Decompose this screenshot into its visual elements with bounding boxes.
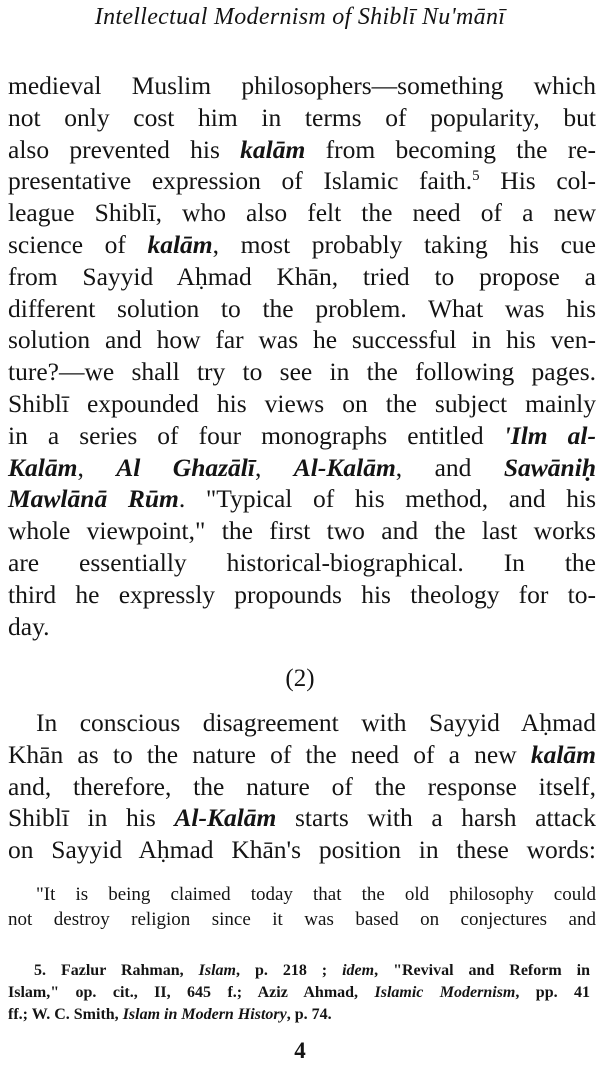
text-line: Shiblī expounded his views on the subject mainly: [8, 388, 596, 418]
text-line: from Sayyid Aḥmad Khān, tried to propose a: [8, 261, 596, 291]
text-line: medieval Muslim philosophers—something which: [8, 71, 596, 100]
text-line: Kalām, Al Ghazālī, Al-Kalām, and Sawāniḥ: [8, 452, 596, 482]
footnote-line: ff.; W. C. Smith, Islam in Modern History, p. 74.: [8, 1006, 332, 1023]
text-line: day.: [8, 611, 50, 641]
text-line: Mawlānā Rūm. "Typical of his method, and his: [8, 484, 596, 514]
section-number: (2): [285, 665, 315, 692]
page-number: 4: [294, 1038, 306, 1063]
footnote-ref: 5: [472, 168, 480, 185]
text-line: In conscious disagreement with Sayyid Aḥmad: [36, 708, 596, 737]
text-line: in a series of four monographs entitled 'Ilm al-: [8, 420, 596, 450]
footnote-line: 5. Fazlur Rahman, Islam, p. 218 ; idem, "Revival and Reform in: [34, 962, 590, 979]
text-line: solution and how far was he successful in his ven-: [8, 325, 596, 355]
paragraph-2: [8, 707, 596, 866]
text-line: Khān as to the nature of the need of a new kalām: [8, 739, 596, 769]
text-line: league Shiblī, who also felt the need of a new: [8, 198, 596, 228]
text-line: also prevented his kalām from becoming the re-: [8, 134, 596, 164]
text-line: whole viewpoint," the first two and the last works: [8, 516, 596, 546]
text-line: third he expressly propounds his theology for to-: [8, 579, 596, 609]
quote-line: "It is being claimed today that the old philosophy could: [36, 884, 596, 905]
paragraph-1: [8, 70, 596, 642]
text-line: science of kalām, most probably taking his cue: [8, 229, 596, 259]
text-line: are essentially historical-biographical. In the: [8, 547, 596, 577]
footnote-line: Islam," op. cit., II, 645 f.; Aziz Ahmad, Islamic Modernism, pp. 41: [8, 984, 591, 1001]
running-head: Intellectual Modernism of Shiblī Nu'mānī: [94, 4, 506, 30]
text-line: different solution to the problem. What was his: [8, 293, 596, 323]
text-line: ture?—we shall try to see in the following pages.: [8, 357, 596, 387]
block-quote: [8, 882, 596, 932]
footnote: [8, 960, 590, 1026]
text-line: presentative expression of Islamic faith.$^5$ His col-: [8, 166, 596, 196]
text-line: and, therefore, the nature of the response itself,: [8, 771, 596, 801]
text-line: on Sayyid Aḥmad Khān's position in these words:: [8, 835, 596, 865]
text-line: not only cost him in terms of popularity, but: [8, 102, 596, 132]
text-line: Shiblī in his Al-Kalām starts with a harsh attack: [8, 803, 596, 833]
quote-line: not destroy religion since it was based on conjectures and: [8, 909, 596, 930]
